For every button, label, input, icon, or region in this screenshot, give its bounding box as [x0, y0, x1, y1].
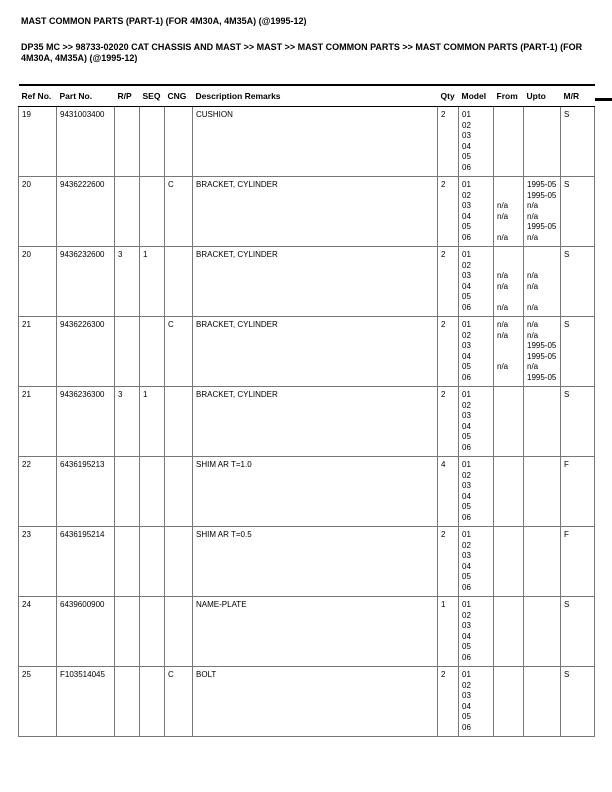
model-line: 06 — [462, 162, 471, 172]
cell-seq — [140, 317, 165, 387]
model-line: 02 — [462, 680, 471, 690]
cell-ref-no: 21 — [19, 387, 57, 457]
model-line: 06 — [462, 372, 471, 382]
from-line — [497, 261, 521, 272]
from-line — [497, 373, 521, 384]
cell-rp — [115, 177, 140, 247]
from-line — [497, 681, 521, 692]
model-line: 04 — [462, 701, 471, 711]
table-row — [19, 667, 595, 737]
from-line — [497, 180, 521, 191]
from-line — [497, 621, 521, 632]
upto-line: n/a — [527, 320, 539, 329]
from-line: n/a — [497, 281, 509, 291]
cell-seq — [140, 457, 165, 527]
cell-description: BRACKET, CYLINDER — [193, 177, 438, 247]
cell-qty: 2 — [438, 247, 459, 317]
cell-model — [459, 247, 494, 317]
model-line: 03 — [462, 131, 471, 140]
from-line — [497, 163, 521, 174]
column-header: Part No. — [57, 85, 115, 107]
cell-cng — [165, 247, 193, 317]
from-line — [497, 471, 521, 482]
from-line: n/a — [497, 302, 509, 312]
upto-line: 1995-05 — [527, 222, 557, 231]
model-line: 02 — [462, 540, 471, 550]
upto-line: n/a — [527, 271, 539, 280]
model-line: 05 — [462, 152, 471, 161]
model-line: 04 — [462, 141, 471, 151]
upto-line: n/a — [527, 211, 539, 221]
from-line — [497, 562, 521, 573]
from-line — [497, 443, 521, 454]
cell-mr: S — [561, 387, 595, 457]
upto-line — [527, 572, 558, 583]
upto-line: n/a — [527, 302, 539, 312]
model-line: 04 — [462, 561, 471, 571]
upto-line: n/a — [527, 281, 539, 291]
upto-line — [527, 551, 558, 562]
cell-part-no: F103514045 — [57, 667, 115, 737]
cell-seq: 1 — [140, 247, 165, 317]
cell-part-no: 9436232600 — [57, 247, 115, 317]
cell-mr: F — [561, 457, 595, 527]
cell-ref-no: 19 — [19, 107, 57, 177]
column-header: R/P — [115, 85, 140, 107]
cell-seq: 1 — [140, 387, 165, 457]
from-line: n/a — [497, 330, 509, 340]
cell-part-no: 9436226300 — [57, 317, 115, 387]
cell-cng: C — [165, 177, 193, 247]
upto-line — [527, 611, 558, 622]
from-line — [497, 142, 521, 153]
model-line: 06 — [462, 442, 471, 452]
upto-line — [527, 541, 558, 552]
upto-line — [527, 422, 558, 433]
parts-table — [18, 84, 595, 737]
cell-cng — [165, 387, 193, 457]
upto-line — [527, 723, 558, 734]
from-line — [497, 292, 521, 303]
upto-line — [527, 401, 558, 412]
from-line: n/a — [497, 320, 509, 329]
cell-description: BRACKET, CYLINDER — [193, 247, 438, 317]
page-title: MAST COMMON PARTS (PART-1) (FOR 4M30A, 4M35A) (@1995-12) — [21, 16, 307, 26]
from-line — [497, 583, 521, 594]
upto-line — [527, 702, 558, 713]
cell-cng — [165, 597, 193, 667]
cell-ref-no: 23 — [19, 527, 57, 597]
from-line — [497, 541, 521, 552]
column-header: Model — [459, 85, 494, 107]
upto-line: n/a — [527, 330, 539, 340]
cell-from — [494, 457, 524, 527]
cell-mr: S — [561, 317, 595, 387]
breadcrumb: DP35 MC >> 98733-02020 CAT CHASSIS AND MAST >> MAST >> MAST COMMON PARTS >> MAST COMMON PARTS (PART-1) (FOR 4M30A, 4M35A) (@1995-12) — [21, 42, 583, 63]
cell-upto — [524, 177, 561, 247]
cell-part-no: 6436195214 — [57, 527, 115, 597]
model-line: 06 — [462, 582, 471, 592]
upto-line — [527, 432, 558, 443]
model-line: 05 — [462, 222, 471, 231]
from-line — [497, 502, 521, 513]
from-line — [497, 341, 521, 352]
model-line: 02 — [462, 400, 471, 410]
from-line — [497, 551, 521, 562]
cell-from — [494, 107, 524, 177]
cell-mr: S — [561, 247, 595, 317]
column-header: Ref No. — [19, 85, 57, 107]
table-row — [19, 247, 595, 317]
cell-upto — [524, 107, 561, 177]
table-row — [19, 107, 595, 177]
model-line: 03 — [462, 271, 471, 280]
model-line: 06 — [462, 302, 471, 312]
upto-line — [527, 513, 558, 524]
model-line: 01 — [462, 460, 471, 469]
from-line — [497, 670, 521, 681]
model-line: 06 — [462, 512, 471, 522]
upto-line — [527, 681, 558, 692]
cell-from — [494, 667, 524, 737]
model-line: 04 — [462, 421, 471, 431]
from-line — [497, 611, 521, 622]
model-line: 03 — [462, 481, 471, 490]
cell-rp — [115, 317, 140, 387]
model-line: 06 — [462, 652, 471, 662]
from-line — [497, 352, 521, 363]
model-line: 04 — [462, 631, 471, 641]
model-line: 01 — [462, 110, 471, 119]
table-row — [19, 387, 595, 457]
upto-line — [527, 670, 558, 681]
model-line: 04 — [462, 211, 471, 221]
table-row — [19, 457, 595, 527]
cell-mr: S — [561, 177, 595, 247]
cell-part-no: 9436222600 — [57, 177, 115, 247]
from-line — [497, 121, 521, 132]
cell-seq — [140, 667, 165, 737]
model-line: 05 — [462, 712, 471, 721]
upto-line — [527, 142, 558, 153]
cell-description: BRACKET, CYLINDER — [193, 317, 438, 387]
cell-cng — [165, 457, 193, 527]
from-line — [497, 401, 521, 412]
parts-table-body — [19, 107, 595, 737]
cell-description: CUSHION — [193, 107, 438, 177]
cell-upto — [524, 457, 561, 527]
cell-from — [494, 527, 524, 597]
model-line: 03 — [462, 201, 471, 210]
model-line: 06 — [462, 722, 471, 732]
upto-line — [527, 632, 558, 643]
from-line — [497, 250, 521, 261]
cell-ref-no: 20 — [19, 247, 57, 317]
from-line: n/a — [497, 271, 509, 280]
cell-cng: C — [165, 667, 193, 737]
model-line: 03 — [462, 551, 471, 560]
cell-from — [494, 177, 524, 247]
upto-line — [527, 411, 558, 422]
cell-cng: C — [165, 317, 193, 387]
cell-model — [459, 387, 494, 457]
cell-model — [459, 667, 494, 737]
cell-upto — [524, 317, 561, 387]
upto-line: 1995-05 — [527, 351, 557, 361]
cell-upto — [524, 667, 561, 737]
upto-line — [527, 530, 558, 541]
table-row — [19, 527, 595, 597]
column-header: Description Remarks — [193, 85, 438, 107]
upto-line — [527, 152, 558, 163]
upto-line — [527, 481, 558, 492]
cell-qty: 2 — [438, 177, 459, 247]
cell-seq — [140, 107, 165, 177]
cell-model — [459, 597, 494, 667]
cell-rp — [115, 527, 140, 597]
cell-qty: 2 — [438, 317, 459, 387]
table-row — [19, 597, 595, 667]
model-line: 05 — [462, 292, 471, 301]
from-line — [497, 653, 521, 664]
table-header-row — [19, 85, 595, 107]
from-line — [497, 712, 521, 723]
cell-model — [459, 457, 494, 527]
model-line: 03 — [462, 621, 471, 630]
cell-rp — [115, 597, 140, 667]
model-line: 01 — [462, 390, 471, 399]
cell-part-no: 9436236300 — [57, 387, 115, 457]
cell-seq — [140, 177, 165, 247]
upto-line — [527, 712, 558, 723]
from-line — [497, 642, 521, 653]
cell-model — [459, 317, 494, 387]
cell-qty: 1 — [438, 597, 459, 667]
upto-line: n/a — [527, 201, 539, 210]
model-line: 04 — [462, 491, 471, 501]
model-line: 02 — [462, 120, 471, 130]
upto-line: n/a — [527, 232, 539, 242]
model-line: 03 — [462, 691, 471, 700]
cell-mr: S — [561, 667, 595, 737]
cell-qty: 2 — [438, 527, 459, 597]
model-line: 02 — [462, 470, 471, 480]
from-line — [497, 191, 521, 202]
upto-line: 1995-05 — [527, 372, 557, 382]
column-header: Qty — [438, 85, 459, 107]
from-line — [497, 222, 521, 233]
cell-from — [494, 247, 524, 317]
cell-mr: S — [561, 107, 595, 177]
model-line: 01 — [462, 600, 471, 609]
from-line — [497, 460, 521, 471]
upto-line — [527, 642, 558, 653]
upto-line — [527, 292, 558, 303]
from-line: n/a — [497, 211, 509, 221]
cell-upto — [524, 387, 561, 457]
upto-line — [527, 621, 558, 632]
cell-model — [459, 527, 494, 597]
upto-line: 1995-05 — [527, 341, 557, 350]
cell-upto — [524, 247, 561, 317]
from-line: n/a — [497, 232, 509, 242]
model-line: 02 — [462, 330, 471, 340]
model-line: 04 — [462, 351, 471, 361]
cell-mr: S — [561, 597, 595, 667]
upto-line — [527, 250, 558, 261]
cell-rp: 3 — [115, 387, 140, 457]
from-line — [497, 572, 521, 583]
cell-rp — [115, 457, 140, 527]
cell-description: SHIM AR T=0.5 — [193, 527, 438, 597]
upto-line — [527, 691, 558, 702]
cell-ref-no: 20 — [19, 177, 57, 247]
upto-line — [527, 492, 558, 503]
cell-upto — [524, 597, 561, 667]
upto-line: 1995-05 — [527, 190, 557, 200]
from-line — [497, 152, 521, 163]
upto-line — [527, 600, 558, 611]
cell-description: NAME-PLATE — [193, 597, 438, 667]
cell-ref-no: 21 — [19, 317, 57, 387]
upto-line — [527, 443, 558, 454]
from-line — [497, 513, 521, 524]
from-line — [497, 422, 521, 433]
upto-line — [527, 131, 558, 142]
from-line — [497, 131, 521, 142]
column-header: M/R — [561, 85, 595, 107]
model-line: 03 — [462, 411, 471, 420]
cell-description: BOLT — [193, 667, 438, 737]
upto-line — [527, 121, 558, 132]
from-line — [497, 481, 521, 492]
cell-cng — [165, 527, 193, 597]
table-row — [19, 317, 595, 387]
upto-line — [527, 163, 558, 174]
cell-model — [459, 107, 494, 177]
from-line — [497, 110, 521, 121]
column-header: From — [494, 85, 524, 107]
upto-line — [527, 110, 558, 121]
cell-ref-no: 24 — [19, 597, 57, 667]
from-line — [497, 492, 521, 503]
upto-line — [527, 471, 558, 482]
upto-line — [527, 261, 558, 272]
from-line — [497, 600, 521, 611]
cell-rp — [115, 667, 140, 737]
cell-cng — [165, 107, 193, 177]
column-header: SEQ — [140, 85, 165, 107]
model-line: 02 — [462, 190, 471, 200]
column-header: CNG — [165, 85, 193, 107]
from-line — [497, 723, 521, 734]
model-line: 01 — [462, 180, 471, 189]
cell-rp: 3 — [115, 247, 140, 317]
cell-qty: 2 — [438, 387, 459, 457]
from-line — [497, 702, 521, 713]
cell-seq — [140, 597, 165, 667]
model-line: 01 — [462, 250, 471, 259]
model-line: 02 — [462, 610, 471, 620]
cell-from — [494, 387, 524, 457]
upto-line — [527, 460, 558, 471]
cell-rp — [115, 107, 140, 177]
cell-from — [494, 317, 524, 387]
cell-description: BRACKET, CYLINDER — [193, 387, 438, 457]
model-line: 04 — [462, 281, 471, 291]
model-line: 01 — [462, 530, 471, 539]
model-line: 05 — [462, 572, 471, 581]
cell-model — [459, 177, 494, 247]
model-line: 05 — [462, 502, 471, 511]
model-line: 01 — [462, 320, 471, 329]
model-line: 03 — [462, 341, 471, 350]
upto-line — [527, 562, 558, 573]
cell-upto — [524, 527, 561, 597]
model-line: 05 — [462, 362, 471, 371]
cell-mr: F — [561, 527, 595, 597]
upto-line: n/a — [527, 362, 539, 371]
upto-line — [527, 653, 558, 664]
model-line: 06 — [462, 232, 471, 242]
header-rule-mark — [595, 98, 612, 101]
column-header: Upto — [524, 85, 561, 107]
from-line: n/a — [497, 362, 509, 371]
upto-line — [527, 390, 558, 401]
upto-line — [527, 502, 558, 513]
model-line: 05 — [462, 432, 471, 441]
upto-line — [527, 583, 558, 594]
cell-qty: 4 — [438, 457, 459, 527]
cell-description: SHIM AR T=1.0 — [193, 457, 438, 527]
cell-qty: 2 — [438, 107, 459, 177]
cell-qty: 2 — [438, 667, 459, 737]
table-row — [19, 177, 595, 247]
from-line — [497, 432, 521, 443]
model-line: 02 — [462, 260, 471, 270]
cell-ref-no: 22 — [19, 457, 57, 527]
from-line — [497, 632, 521, 643]
from-line — [497, 691, 521, 702]
from-line — [497, 530, 521, 541]
cell-seq — [140, 527, 165, 597]
from-line — [497, 390, 521, 401]
cell-part-no: 6436195213 — [57, 457, 115, 527]
cell-part-no: 6439600900 — [57, 597, 115, 667]
from-line: n/a — [497, 201, 509, 210]
cell-part-no: 9431003400 — [57, 107, 115, 177]
cell-ref-no: 25 — [19, 667, 57, 737]
from-line — [497, 411, 521, 422]
upto-line: 1995-05 — [527, 180, 557, 189]
cell-from — [494, 597, 524, 667]
model-line: 05 — [462, 642, 471, 651]
model-line: 01 — [462, 670, 471, 679]
